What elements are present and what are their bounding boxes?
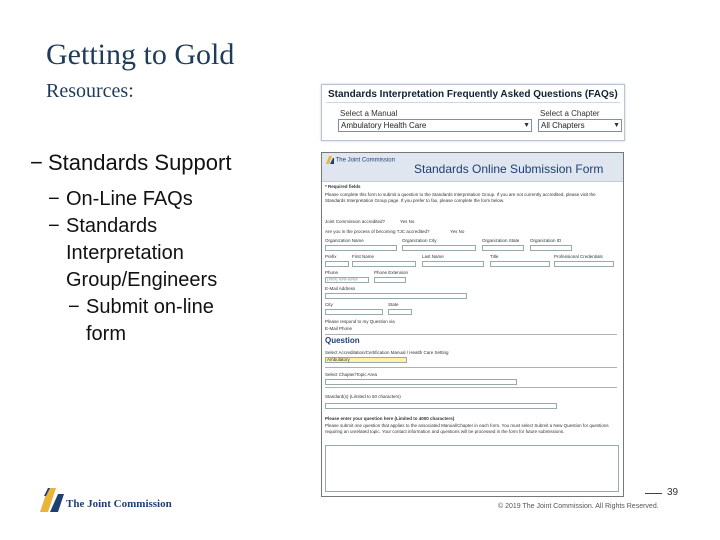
- chevron-down-icon: ▼: [523, 122, 530, 129]
- slide-subtitle: Resources:: [46, 80, 134, 102]
- accredited-question: Joint Commission accredited?: [325, 219, 386, 224]
- dash-icon: −: [68, 296, 80, 318]
- org-city-input[interactable]: [402, 245, 476, 251]
- question-label: Please enter your question here (Limited to 4000 characters): [325, 416, 455, 421]
- submission-form: [321, 152, 624, 497]
- chapter-select[interactable]: All Chapters ▼: [538, 119, 622, 132]
- bullet-sig-engineers: − Standards Interpretation Group/Engineers: [48, 215, 218, 291]
- chapter-topic-select[interactable]: [325, 379, 517, 385]
- first-name-label: First Name: [352, 254, 375, 259]
- title-label: Title: [490, 254, 499, 259]
- footer-brand: The Joint Commission: [66, 498, 172, 510]
- contact-question: Please respond to my Question via: [325, 319, 395, 324]
- org-id-label: Organization ID: [530, 238, 562, 243]
- city-input[interactable]: [325, 309, 383, 315]
- last-name-input[interactable]: [422, 261, 484, 267]
- chapter-topic-label: Select Chapter/Topic Area: [325, 372, 378, 377]
- org-state-input[interactable]: [482, 245, 524, 251]
- faq-title: Standards Interpretation Frequently Asked Questions (FAQs): [328, 89, 618, 100]
- bullet-list: [30, 150, 290, 348]
- accredited-radios[interactable]: Yes No: [400, 219, 415, 224]
- joint-commission-logo-icon: [326, 156, 334, 164]
- first-name-input[interactable]: [352, 261, 416, 267]
- purpose-radios[interactable]: Yes No: [450, 229, 465, 234]
- email-label: E-Mail Address: [325, 286, 356, 291]
- city-label: City: [325, 302, 333, 307]
- state-select[interactable]: [388, 309, 412, 315]
- last-name-label: Last Name: [422, 254, 444, 259]
- divider: [325, 367, 617, 368]
- contact-radios[interactable]: E-Mail Phone: [325, 326, 353, 331]
- org-id-input[interactable]: [530, 245, 572, 251]
- copyright: © 2019 The Joint Commission. All Rights Reserved.: [498, 503, 659, 510]
- prefix-label: Prefix: [325, 254, 337, 259]
- bullet-standards-support: − Standards Support: [30, 150, 232, 175]
- org-name-label: Organization Name: [325, 238, 364, 243]
- dash-icon: −: [30, 150, 43, 175]
- bullet-submit-online-form: − Submit on-line form: [68, 296, 214, 345]
- chevron-down-icon: ▼: [613, 122, 620, 129]
- form-title: Standards Online Submission Form: [414, 162, 604, 176]
- divider: [325, 334, 617, 335]
- required-note: * Required fields: [325, 184, 361, 189]
- purpose-question: Are you in the process of becoming TJC accredited?: [325, 229, 430, 234]
- program-value: Ambulatory: [327, 357, 350, 362]
- phone-placeholder: (###) ###-####: [327, 277, 358, 282]
- chapter-label: Select a Chapter: [540, 109, 600, 118]
- prefix-input[interactable]: [325, 261, 349, 267]
- manual-label: Select a Manual: [340, 109, 398, 118]
- joint-commission-logo-icon: [40, 488, 66, 512]
- state-label: State: [388, 302, 399, 307]
- form-header: [322, 153, 623, 182]
- question-help: Please submit one question that applies to the associated Manual/Chapter in each form. You must select Submit a New Question for questions requiring an unrelated topic. Your contact information and questions will be processed in the form for future submissions.: [325, 423, 609, 434]
- divider: [326, 102, 620, 103]
- phone-label: Phone: [325, 270, 339, 275]
- phone-ext-input[interactable]: [374, 277, 406, 283]
- org-name-input[interactable]: [325, 245, 397, 251]
- dash-icon: −: [48, 215, 60, 237]
- phone-ext-label: Phone Extension: [374, 270, 409, 275]
- bullet-online-faqs: − On-Line FAQs: [48, 186, 290, 213]
- title-input[interactable]: [490, 261, 550, 267]
- manual-select[interactable]: Ambulatory Health Care ▼: [338, 119, 532, 132]
- faq-panel: [321, 84, 625, 141]
- org-state-label: Organization State: [482, 238, 520, 243]
- form-brand: The Joint Commission: [326, 156, 395, 164]
- email-input[interactable]: [325, 293, 467, 299]
- profession-label: Professional Credentials: [554, 254, 603, 259]
- page-number: 39: [667, 487, 679, 498]
- standard-label: Standard(s) (Limited to 50 characters): [325, 394, 401, 399]
- standard-input[interactable]: [325, 403, 557, 409]
- dash-icon: −: [48, 188, 60, 210]
- form-intro: Please complete this form to submit a question to the Standards Interpretation Group. If you are not currently accredited, please visit the Standards Interpretation Group page. If you prefer to fax, please complete the form below.: [325, 192, 596, 203]
- org-city-label: Organization City: [402, 238, 437, 243]
- footer-logo: [40, 488, 66, 517]
- profession-input[interactable]: [554, 261, 614, 267]
- program-label: Select Accreditation/Certification Manual / Health Care Setting: [325, 350, 449, 355]
- question-heading: Question: [325, 336, 360, 345]
- divider: [645, 493, 662, 494]
- question-textarea[interactable]: [325, 445, 619, 492]
- divider: [325, 387, 617, 388]
- slide-title: Getting to Gold: [46, 38, 235, 71]
